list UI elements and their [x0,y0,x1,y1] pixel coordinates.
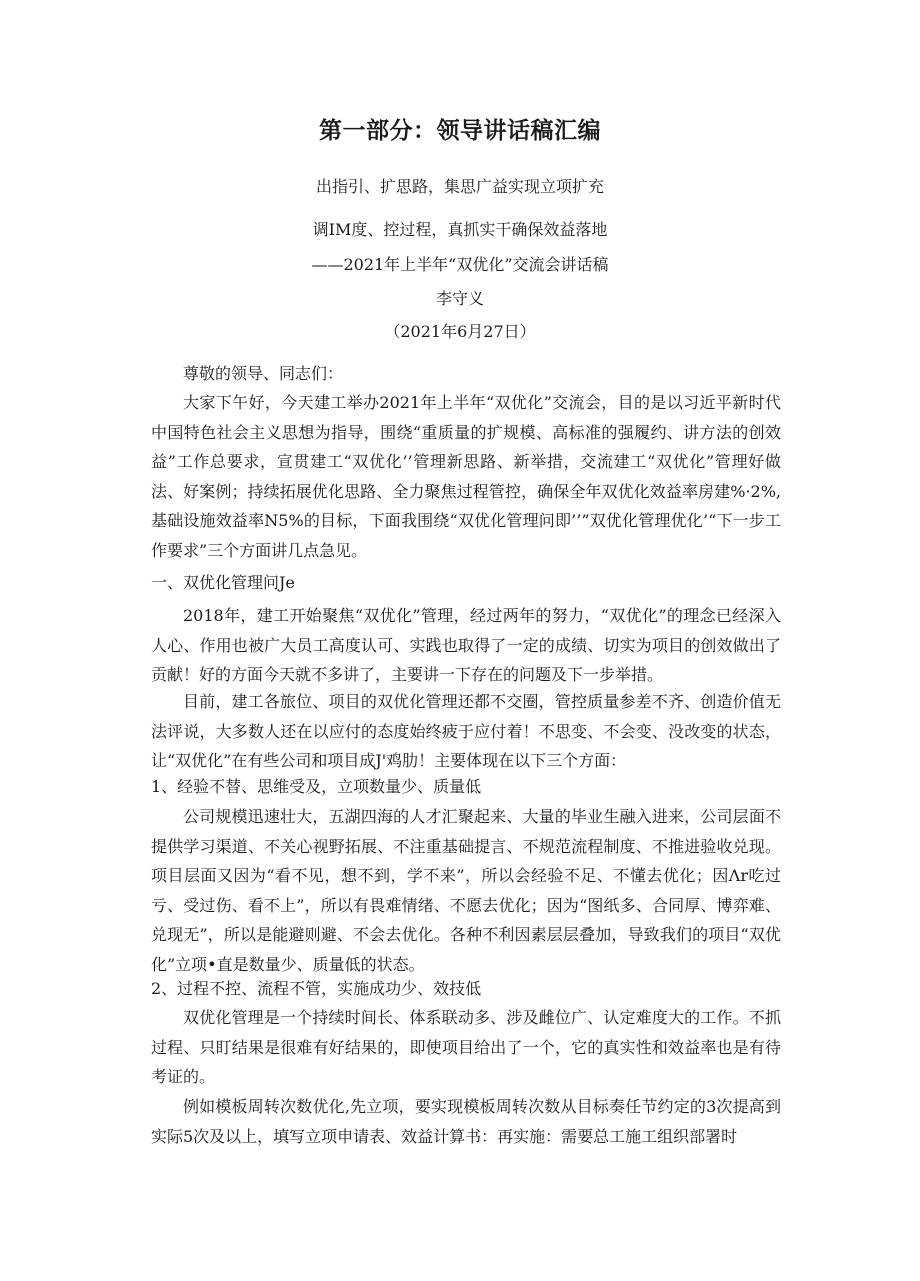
speech-date: （2021年6月27日） [384,322,536,341]
document-title: 第一部分：领导讲话稿汇编 [319,118,601,144]
section1-paragraph-1: 2018年，建工开始聚焦“双优化”管理，经过两年的努力，“双优化”的理念已经深入人心、作用也被广大员工高度认可、实践也取得了一定的成绩、切实为项目的创效做出了贡献！好的方面今天就不多讲了，主要讲一下存在的问题及下一步举措。 [151,606,781,684]
point2-heading: 2、过程不控、流程不管，实施成功少、效技低 [151,979,482,998]
section1-heading: 一、双优化管理问Je [151,573,295,592]
point2-para1-block [151,1003,781,1092]
subtitle-line-2: 调IM度、控过程，真抓实干确保效益落地 [312,220,608,239]
author-name: 李守义 [435,289,484,308]
intro-paragraph: 大家下午好，今天建工举办2021年上半年“双优化”交流会，目的是以习近平新时代中国特色社会主义思想为指导，围绕“重质量的扩规模、高标准的强履约、讲方法的创效益”工作总要求，宣贯建工“双优化’’管理新思路、新举措，交流建工“双优化”管理好做法、好案例；持续拓展优化思路、全力聚焦过程管控，确保全年双优化效益率房建%·2%,基础设施效益率N5%的目标，下面我围绕“双优化管理问即’’”双优化管理优化’“下一步工作要求”三个方面讲几点急见。 [151,393,781,560]
intro-block [151,388,781,565]
point2-para2-block [151,1092,781,1151]
section1-para2-block [151,687,781,776]
point1-block [151,802,781,979]
point2-paragraph-2: 例如模板周转次数优化,先立项，要实现模板周转次数从目标奏任节约定的3次提高到实际5次及以上，填写立项申请表、效益计算书：再实施：需要总工施工组织部署时 [151,1097,781,1146]
subtitle-line-3: ——2021年上半年“双优化”交流会讲话稿 [311,255,609,274]
section1-para1-block [151,601,781,690]
point1-heading: 1、经验不替、思维受及，立项数量少、质量低 [151,777,482,796]
subtitle-line-1: 出指引、扩思路，集思广益实现立项扩充 [315,177,604,196]
point1-paragraph: 公司规模迅速壮大，五湖四海的人才汇聚起来、大量的毕业生融入进来，公司层面不提供学习渠道、不关心视野拓展、不注重基础提言、不规范流程制度、不推进验收兑现。项目层面又因为“看不见，想不到，学不来”，所以会经验不足、不懂去优化；因Λr吃过亏、受过伤、看不上”，所以有畏难情绪、不愿去优化；因为“图纸多、合同厚、博弈难、兑现无”，所以是能避则避、不会去优化。各种不利因素层层叠加，导致我们的项目“双优化”立项•直是数量少、质量低的状态。 [151,807,781,974]
section1-paragraph-2: 目前，建工各旅位、项目的双优化管理还都不交圈，管控质量参差不齐、创造价值无法评说，大多数人还在以应付的态度始终疲于应付着！不思变、不会变、没改变的状态，让“双优化”在有些公司和项目成J'鸡肋！主要体现在以下三个方面： [151,692,781,770]
salutation: 尊敬的领导、同志们： [183,364,344,383]
point2-paragraph-1: 双优化管理是一个持续时间长、体系联动多、涉及雌位广、认定难度大的工作。不抓过程、只盯结果是很难有好结果的，即使项目给出了一个，它的真实性和效益率也是有待考证的。 [151,1008,781,1086]
